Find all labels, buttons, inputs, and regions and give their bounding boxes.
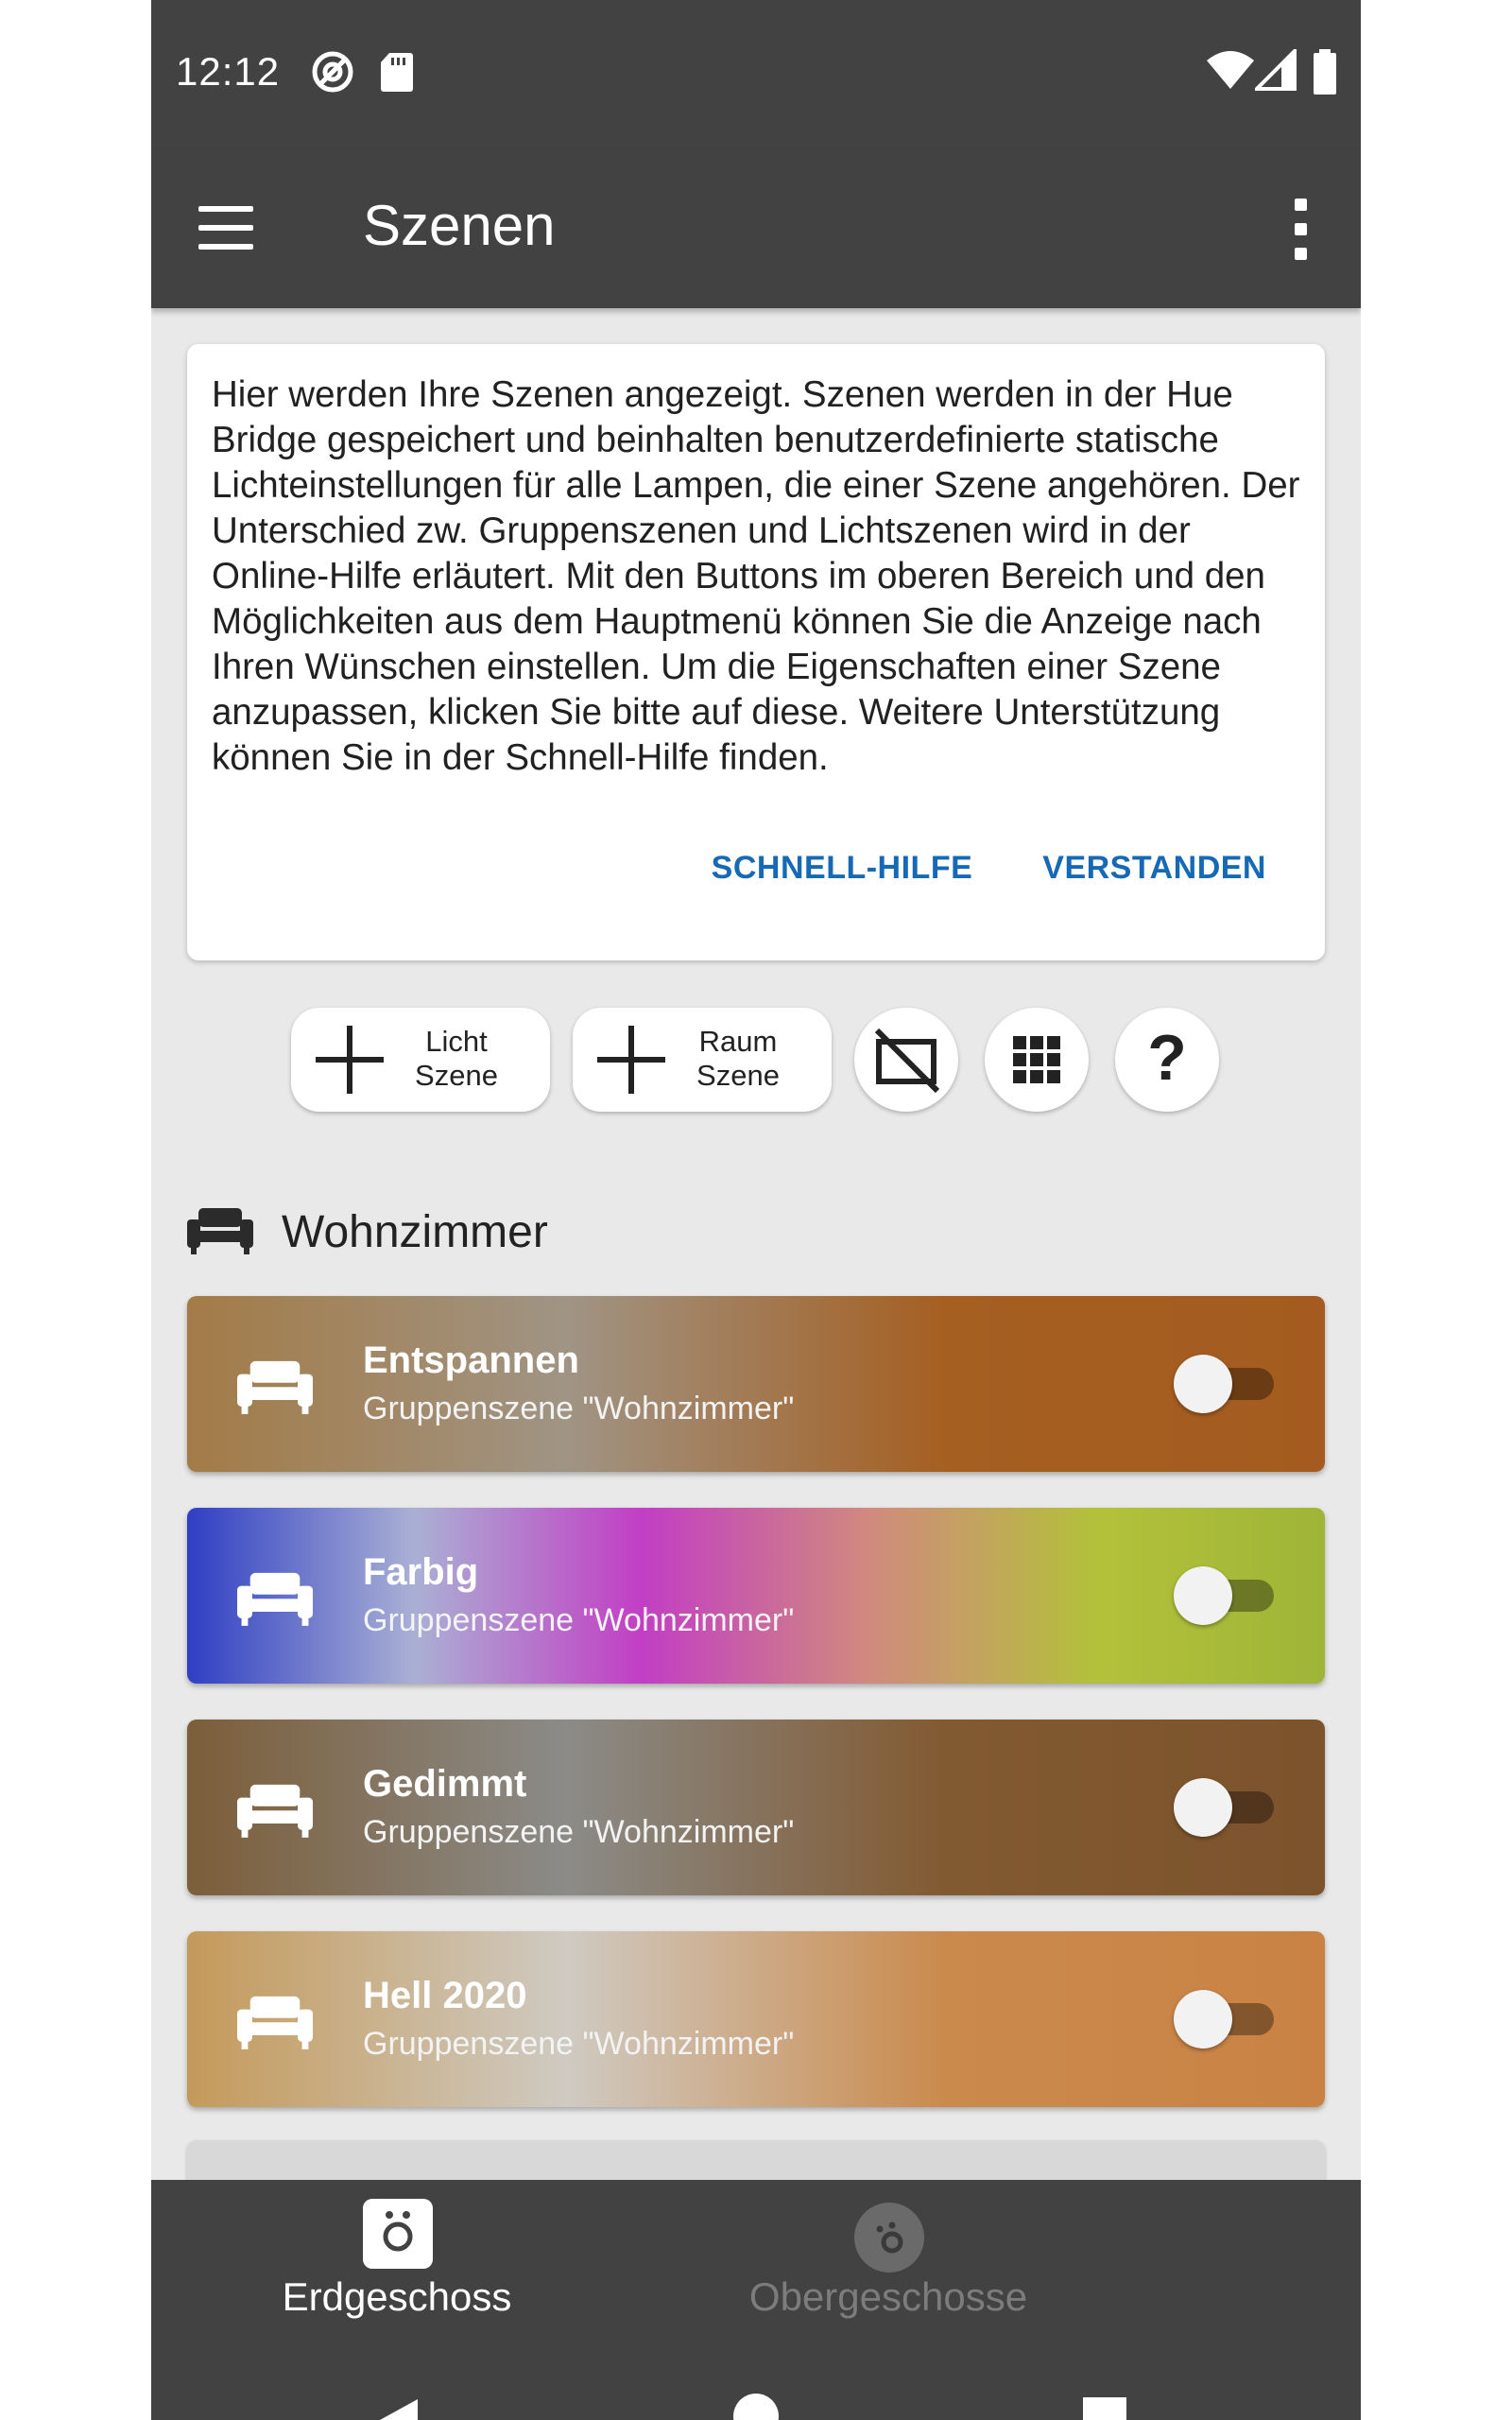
sd-card-icon bbox=[380, 51, 414, 93]
scene-name: Hell 2020 bbox=[363, 1975, 527, 2016]
scene-toggle[interactable] bbox=[1174, 1566, 1278, 1625]
at-sign-icon bbox=[310, 49, 355, 95]
hide-images-button[interactable] bbox=[854, 1008, 958, 1112]
sofa-icon bbox=[187, 1202, 253, 1255]
info-text: Hier werden Ihre Szenen angezeigt. Szenen werden in der Hue Bridge gespeichert und beinhalten benutzerdefinierte statische Lichteinstellungen für alle Lampen, die einer Szene angehören. Der Unterschied zw. Gruppenszenen und Lichtszenen wird in der Online-Hilfe erläutert. Mit den Buttons im oberen Bereich und den Möglichkeiten aus dem Hauptmenü können Sie die Anzeige nach Ihren Wünschen einstellen. Um die Eigenschaften einer Szene anzupassen, klicken Sie bitte auf diese. Weitere Unterstützung können Sie in der Schnell-Hilfe finden. bbox=[212, 374, 1300, 778]
plus-icon bbox=[628, 1026, 634, 1094]
room-header bbox=[187, 1193, 1038, 1269]
quick-help-button[interactable]: SCHNELL-HILFE bbox=[711, 850, 973, 886]
more-vert-icon[interactable] bbox=[1281, 197, 1319, 263]
status-time: 12:12 bbox=[176, 49, 281, 94]
page-title: Szenen bbox=[363, 194, 556, 257]
grid-view-icon bbox=[985, 1008, 1089, 1112]
light-scene-label bbox=[386, 1025, 527, 1093]
scene-subtitle: Gruppenszene "Wohnzimmer" bbox=[363, 1602, 795, 1638]
status-bar bbox=[151, 0, 1361, 151]
scene-card[interactable] bbox=[187, 1720, 1325, 1895]
grid-view-button[interactable] bbox=[985, 1008, 1089, 1112]
phone-screen bbox=[151, 0, 1361, 2420]
home-icon[interactable] bbox=[731, 2392, 781, 2420]
help-button[interactable] bbox=[1115, 1008, 1219, 1112]
plus-icon bbox=[347, 1026, 352, 1094]
bottom-nav bbox=[151, 2180, 1361, 2420]
room-scene-label-line2: Szene bbox=[696, 1059, 780, 1092]
scene-toggle[interactable] bbox=[1174, 1778, 1278, 1837]
tab-obergeschosse[interactable] bbox=[643, 2180, 1134, 2350]
no-image-icon bbox=[854, 1008, 958, 1112]
info-card-actions bbox=[712, 850, 1266, 887]
scene-card[interactable] bbox=[187, 1931, 1325, 2107]
add-room-scene-button[interactable] bbox=[573, 1008, 832, 1112]
scene-name: Entspannen bbox=[363, 1340, 579, 1381]
room-scene-label bbox=[667, 1025, 809, 1093]
back-icon[interactable] bbox=[372, 2394, 429, 2420]
light-scene-label-line1: Licht bbox=[425, 1025, 488, 1058]
upper-floor-icon bbox=[854, 2203, 924, 2273]
tab-erdgeschoss-label: Erdgeschoss bbox=[282, 2274, 512, 2319]
sofa-icon bbox=[232, 1355, 318, 1415]
scene-card[interactable] bbox=[187, 1508, 1325, 1684]
scene-subtitle: Gruppenszene "Wohnzimmer" bbox=[363, 1814, 795, 1850]
wifi-icon bbox=[1206, 49, 1255, 91]
scene-toggle[interactable] bbox=[1174, 1355, 1278, 1413]
ground-floor-icon bbox=[363, 2199, 433, 2269]
app-bar bbox=[151, 151, 1361, 308]
sofa-icon bbox=[232, 1778, 318, 1839]
scene-name: Gedimmt bbox=[363, 1763, 527, 1805]
room-title: Wohnzimmer bbox=[282, 1207, 548, 1257]
add-light-scene-button[interactable] bbox=[291, 1008, 550, 1112]
understood-button[interactable]: VERSTANDEN bbox=[1042, 850, 1266, 886]
scene-card[interactable] bbox=[187, 1296, 1325, 1472]
tab-erdgeschoss[interactable] bbox=[151, 2180, 643, 2350]
room-scene-label-line1: Raum bbox=[698, 1025, 778, 1058]
sofa-icon bbox=[232, 1990, 318, 2050]
light-scene-label-line2: Szene bbox=[415, 1059, 498, 1092]
info-card bbox=[187, 344, 1325, 960]
help-icon: ? bbox=[1147, 1022, 1187, 1094]
cell-signal-icon bbox=[1255, 49, 1297, 91]
hamburger-menu-icon[interactable] bbox=[198, 200, 255, 257]
battery-icon bbox=[1312, 49, 1338, 95]
tab-obergeschosse-label: Obergeschosse bbox=[748, 2274, 1028, 2319]
sofa-icon bbox=[232, 1566, 318, 1627]
scene-toggle[interactable] bbox=[1174, 1990, 1278, 2048]
scene-subtitle: Gruppenszene "Wohnzimmer" bbox=[363, 2026, 795, 2062]
recents-icon[interactable] bbox=[1081, 2395, 1128, 2420]
scene-name: Farbig bbox=[363, 1551, 479, 1593]
scene-subtitle: Gruppenszene "Wohnzimmer" bbox=[363, 1391, 795, 1426]
